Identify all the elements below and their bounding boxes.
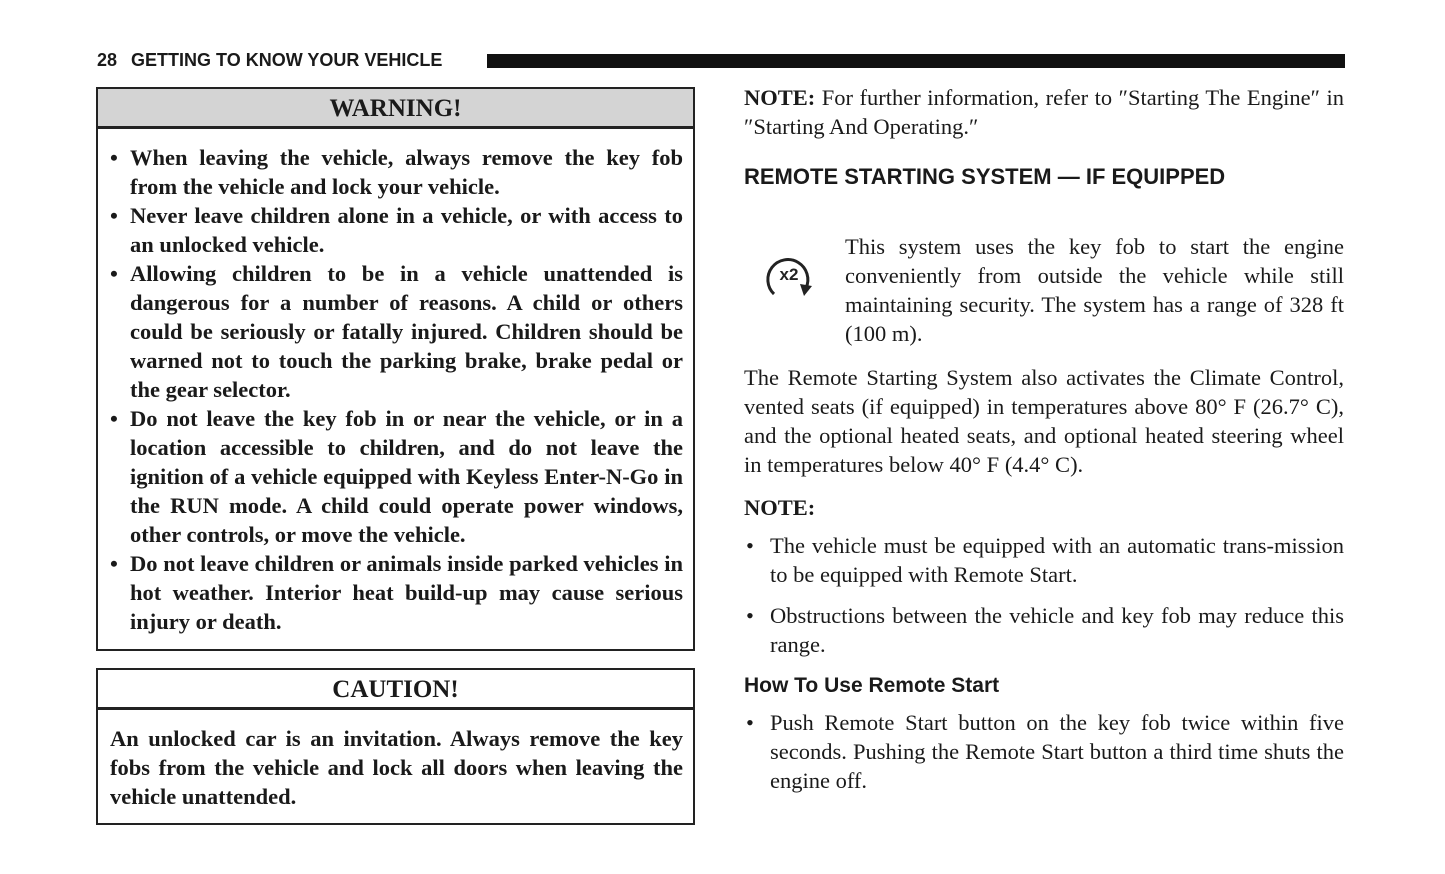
- note-label: NOTE:: [744, 85, 816, 110]
- note-label: NOTE:: [744, 495, 816, 520]
- icon-label: x2: [779, 265, 799, 284]
- list-item: • Never leave children alone in a vehicle, or with access to an unlocked vehicle.: [110, 201, 683, 259]
- right-column: [744, 83, 1344, 795]
- page-number: 28: [97, 50, 118, 70]
- running-header: [97, 50, 442, 71]
- note-text: For further information, refer to ″Starting The Engine″ in ″Starting And Operating.″: [744, 85, 1344, 139]
- intro-block: [744, 232, 1344, 348]
- list-item: • Do not leave children or animals inside parked vehicles in hot weather. Interior heat build-up may cause serious injury or death.: [110, 549, 683, 636]
- list-item: • When leaving the vehicle, always remove the key fob from the vehicle and lock your vehicle.: [110, 143, 683, 201]
- use-list: [744, 708, 1344, 795]
- warning-title: WARNING!: [98, 89, 693, 129]
- intro-text: This system uses the key fob to start the engine conveniently from outside the vehicle while still maintaining security. The system has a range of 328 ft (100 m).: [845, 234, 1344, 346]
- header-rule: [487, 54, 1345, 68]
- section-title: GETTING TO KNOW YOUR VEHICLE: [131, 50, 443, 70]
- climate-paragraph: The Remote Starting System also activates the Climate Control, vented seats (if equipped) in temperatures above 80° F (26.7° C), and the optional heated seats, and optional heated steering wheel in temperatures below 40° F (4.4° C).: [744, 365, 1344, 477]
- note-paragraph: [744, 83, 1344, 141]
- note-list: [744, 531, 1344, 659]
- subheading: How To Use Remote Start: [744, 674, 1000, 697]
- remote-start-x2-icon: [744, 232, 824, 317]
- list-item: • The vehicle must be equipped with an automatic trans-mission to be equipped with Remote Start.: [744, 531, 1344, 589]
- list-item: • Obstructions between the vehicle and key fob may reduce this range.: [744, 601, 1344, 659]
- list-item: • Do not leave the key fob in or near the vehicle, or in a location accessible to children, and do not leave the ignition of a vehicle equipped with Keyless Enter-N-Go in the RUN mode. A child could operate power windows, other controls, or move the vehicle.: [110, 404, 683, 549]
- section-heading: REMOTE STARTING SYSTEM — IF EQUIPPED: [744, 164, 1226, 189]
- list-item: • Allowing children to be in a vehicle unattended is dangerous for a number of reasons. A child or others could be seriously or fatally injured. Children should be warned not to touch the parking brake, brake pedal or the gear selector.: [110, 259, 683, 404]
- caution-title: CAUTION!: [98, 670, 693, 710]
- warning-list: [110, 143, 683, 636]
- warning-box: [96, 87, 695, 651]
- caution-text: An unlocked car is an invitation. Always remove the key fobs from the vehicle and lock all doors when leaving the vehicle unattended.: [110, 726, 683, 809]
- list-item: • Push Remote Start button on the key fob twice within five seconds. Pushing the Remote Start button a third time shuts the engine off.: [744, 708, 1344, 795]
- caution-box: [96, 668, 695, 825]
